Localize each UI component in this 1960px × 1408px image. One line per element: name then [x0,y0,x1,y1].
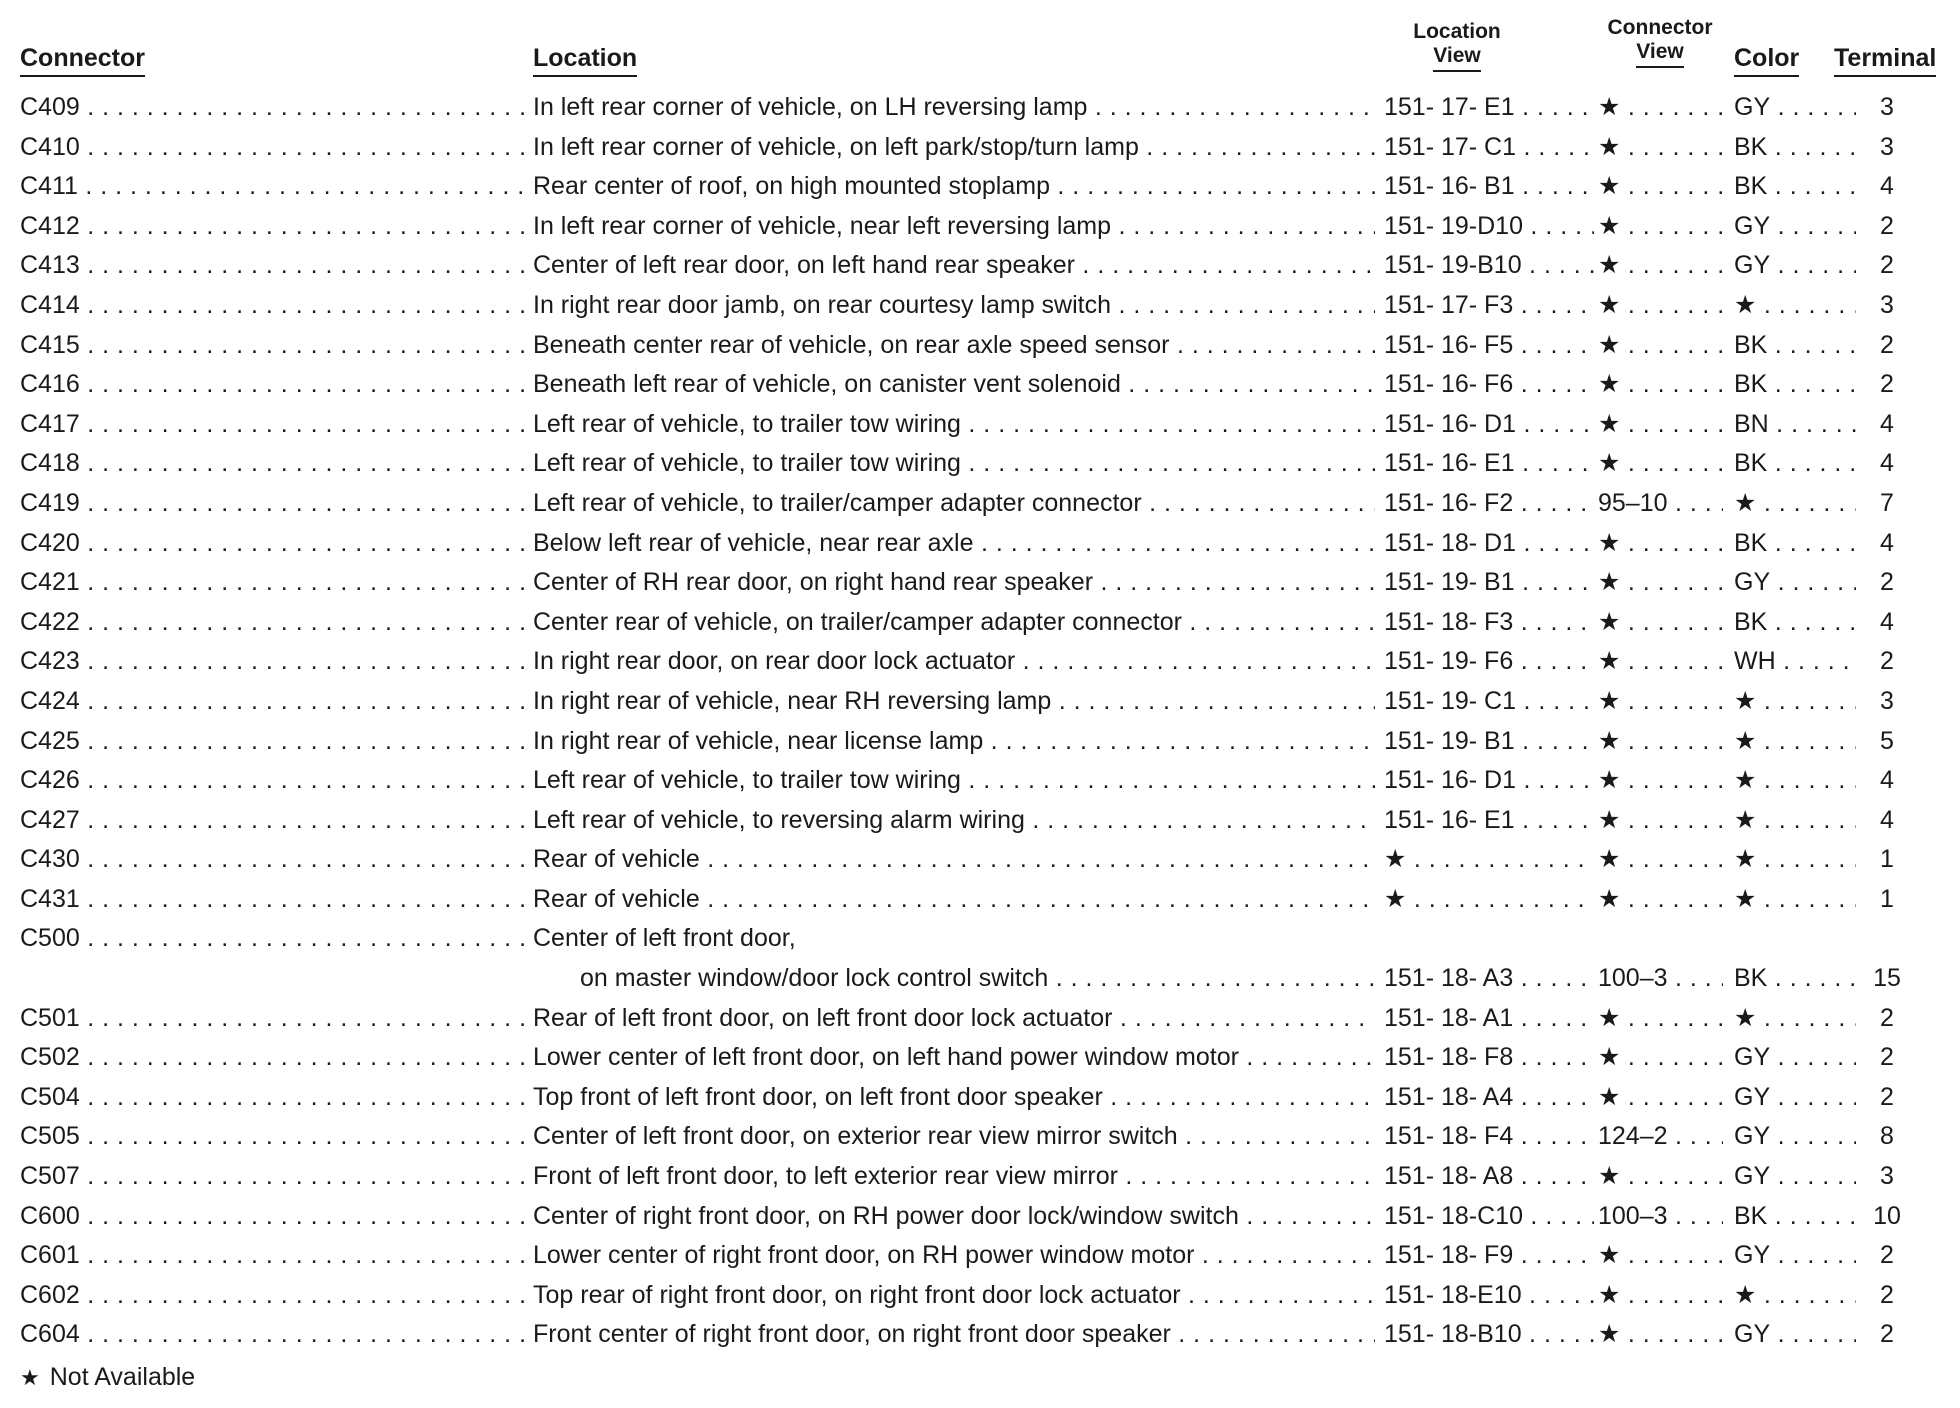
wire-color: GY . . . [1734,1315,1856,1355]
connector-view: ★ . . . [1598,167,1723,207]
location-text: In left rear corner of vehicle, on LH reversing lamp . . . [533,88,1375,128]
connector-view: ★ . . . [1598,999,1723,1039]
location-text: In right rear of vehicle, near RH reversing lamp . . . [533,682,1375,722]
terminal-count: 2 [1880,370,1894,399]
table-row [0,563,1960,603]
terminal-count: 2 [1880,1241,1894,1270]
connector-view: ★ . . . [1598,801,1723,841]
header-location-view: Location View [1392,20,1522,72]
location-view: 151- 19-B10 . . . [1384,246,1594,286]
wire-color: ★ . . . [1734,286,1856,326]
connector-id: C420 . . . [20,524,525,564]
location-view: 151- 18- D1 . . . [1384,524,1594,564]
location-view: 151- 16- F6 . . . [1384,365,1594,405]
location-view: 151- 16- E1 . . . [1384,444,1594,484]
table-row [0,88,1960,128]
footnote-text: Not Available [49,1363,196,1391]
connector-id: C409 . . . [20,88,525,128]
wire-color: ★ . . . [1734,682,1856,722]
wire-color: BK . . . [1734,524,1856,564]
location-text: Beneath center rear of vehicle, on rear axle speed sensor . . . [533,326,1375,366]
connector-id: C500 . . . [20,919,525,959]
connector-id: C410 . . . [20,128,525,168]
table-row [0,603,1960,643]
connector-id: C507 . . . [20,1157,525,1197]
header-connector-view: Connector View [1590,16,1730,68]
location-text: Left rear of vehicle, to trailer tow wiring . . . [533,444,1375,484]
table-row [0,1038,1960,1078]
connector-view: ★ . . . [1598,286,1723,326]
location-view: 151- 19-D10 . . . [1384,207,1594,247]
table-row [0,1078,1960,1118]
location-text: Left rear of vehicle, to trailer/camper adapter connector . . . [533,484,1375,524]
location-text: Center of left front door, on exterior rear view mirror switch . . . [533,1117,1375,1157]
location-text: Rear center of roof, on high mounted stoplamp . . . [533,167,1375,207]
location-text: In right rear door, on rear door lock actuator . . . [533,642,1375,682]
location-text: Center rear of vehicle, on trailer/camper adapter connector . . . [533,603,1375,643]
connector-view: ★ . . . [1598,326,1723,366]
connector-view: ★ . . . [1598,207,1723,247]
location-text: Left rear of vehicle, to trailer tow wiring . . . [533,405,1375,445]
table-row [0,128,1960,168]
location-view: 151- 19- C1 . . . [1384,682,1594,722]
terminal-count: 3 [1880,1162,1894,1191]
table-row [0,761,1960,801]
terminal-count: 2 [1880,1003,1894,1032]
location-view: 151- 19- F6 . . . [1384,642,1594,682]
connector-id: C421 . . . [20,563,525,603]
connector-view: ★ . . . [1598,88,1723,128]
terminal-count: 8 [1880,1122,1894,1151]
wire-color: ★ . . . [1734,484,1856,524]
location-text: Center of right front door, on RH power door lock/window switch . . . [533,1197,1375,1237]
location-text: In left rear corner of vehicle, near left reversing lamp . . . [533,207,1375,247]
terminal-count: 2 [1880,330,1894,359]
connector-id: C604 . . . [20,1315,525,1355]
wire-color: GY . . . [1734,1078,1856,1118]
connector-id: C504 . . . [20,1078,525,1118]
terminal-count: 4 [1880,528,1894,557]
terminal-count: 2 [1880,1043,1894,1072]
location-view: 151- 16- E1 . . . [1384,801,1594,841]
table-row [0,246,1960,286]
location-text: Beneath left rear of vehicle, on canister vent solenoid . . . [533,365,1375,405]
wire-color: BK . . . [1734,326,1856,366]
wire-color: GY . . . [1734,207,1856,247]
terminal-count: 3 [1880,93,1894,121]
connector-id: C505 . . . [20,1117,525,1157]
table-row [0,1197,1960,1237]
wire-color: ★ . . . [1734,761,1856,801]
location-text: Rear of left front door, on left front door lock actuator . . . [533,999,1375,1039]
terminal-count: 15 [1873,964,1901,993]
table-row [0,1315,1960,1355]
connector-id: C418 . . . [20,444,525,484]
table-row [0,326,1960,366]
location-view: 151- 18-E10 . . . [1384,1276,1594,1316]
location-text: In right rear of vehicle, near license lamp . . . [533,722,1375,762]
connector-view: 100–3 . . . [1598,959,1723,999]
connector-id: C417 . . . [20,405,525,445]
connector-view: ★ . . . [1598,365,1723,405]
table-row [0,524,1960,564]
location-text: Left rear of vehicle, to trailer tow wiring . . . [533,761,1375,801]
location-text: Front of left front door, to left exterior rear view mirror . . . [533,1157,1375,1197]
terminal-count: 4 [1880,607,1894,636]
location-view: 151- 16- F2 . . . [1384,484,1594,524]
terminal-count: 2 [1880,251,1894,280]
location-view: 151- 18- F3 . . . [1384,603,1594,643]
table-row [0,840,1960,880]
wire-color: BN . . . [1734,405,1856,445]
connector-id: C425 . . . [20,722,525,762]
terminal-count: 4 [1880,766,1894,795]
connector-id: C415 . . . [20,326,525,366]
location-text: In left rear corner of vehicle, on left park/stop/turn lamp . . . [533,128,1375,168]
wire-color: BK . . . [1734,959,1856,999]
header-color: Color [1734,44,1799,77]
wire-color: GY . . . [1734,1117,1856,1157]
terminal-count: 3 [1880,132,1894,161]
connector-view: ★ . . . [1598,1276,1723,1316]
header-location: Location [533,44,637,77]
table-row [0,959,1960,999]
footnote [20,1362,195,1393]
location-view: 151- 18- F8 . . . [1384,1038,1594,1078]
table-row [0,286,1960,326]
table-row [0,801,1960,841]
connector-view: ★ . . . [1598,682,1723,722]
terminal-count: 2 [1880,647,1894,676]
table-row [0,1236,1960,1276]
location-text: Top front of left front door, on left front door speaker . . . [533,1078,1375,1118]
terminal-count: 2 [1880,1320,1894,1349]
connector-id: C422 . . . [20,603,525,643]
location-view: 151- 16- B1 . . . [1384,167,1594,207]
location-view: ★ . . . [1384,880,1594,920]
location-view: 151- 18- F4 . . . [1384,1117,1594,1157]
table-row [0,642,1960,682]
table-row [0,484,1960,524]
wire-color: WH . . . [1734,642,1856,682]
location-view: 151- 18- A3 . . . [1384,959,1594,999]
location-text: Center of left rear door, on left hand rear speaker . . . [533,246,1375,286]
connector-view: ★ . . . [1598,1236,1723,1276]
connector-view: ★ . . . [1598,840,1723,880]
terminal-count: 1 [1880,884,1894,913]
table-row [0,1117,1960,1157]
location-text: Center of left front door, [533,924,796,953]
location-text: Rear of vehicle . . . [533,840,1375,880]
connector-id: C411 . . . [20,167,525,207]
terminal-count: 4 [1880,409,1894,438]
connector-id: C414 . . . [20,286,525,326]
terminal-count: 5 [1880,726,1894,755]
location-view: 151- 19- B1 . . . [1384,722,1594,762]
table-row [0,167,1960,207]
location-view: 151- 18-C10 . . . [1384,1197,1594,1237]
terminal-count: 2 [1880,568,1894,597]
wire-color: GY . . . [1734,1157,1856,1197]
connector-id: C413 . . . [20,246,525,286]
header-terminal: Terminal [1834,44,1936,77]
wire-color: ★ . . . [1734,1276,1856,1316]
terminal-count: 3 [1880,686,1894,715]
wire-color: BK . . . [1734,167,1856,207]
table-row [0,880,1960,920]
location-text: Rear of vehicle . . . [533,880,1375,920]
connector-id: C424 . . . [20,682,525,722]
connector-view: ★ . . . [1598,1038,1723,1078]
connector-view: ★ . . . [1598,880,1723,920]
connector-view: ★ . . . [1598,642,1723,682]
terminal-count: 2 [1880,211,1894,240]
table-row [0,682,1960,722]
connector-view: 95–10 . . . [1598,484,1723,524]
wire-color: GY . . . [1734,1236,1856,1276]
connector-view: 100–3 . . . [1598,1197,1723,1237]
connector-view: ★ . . . [1598,128,1723,168]
connector-view: ★ . . . [1598,444,1723,484]
location-view: 151- 16- D1 . . . [1384,405,1594,445]
connector-view: ★ . . . [1598,563,1723,603]
table-row [0,365,1960,405]
connector-view: ★ . . . [1598,1157,1723,1197]
terminal-count: 7 [1880,488,1894,517]
star-icon: ★ [20,1365,40,1390]
terminal-count: 4 [1880,805,1894,834]
wire-color: BK . . . [1734,128,1856,168]
wire-color: BK . . . [1734,444,1856,484]
location-text: Left rear of vehicle, to reversing alarm wiring . . . [533,801,1375,841]
connector-id: C501 . . . [20,999,525,1039]
connector-id: C423 . . . [20,642,525,682]
terminal-count: 10 [1873,1201,1901,1230]
connector-view: ★ . . . [1598,722,1723,762]
connector-view: ★ . . . [1598,761,1723,801]
connector-id: C600 . . . [20,1197,525,1237]
wire-color: BK . . . [1734,365,1856,405]
location-view: 151- 18- A1 . . . [1384,999,1594,1039]
location-view: ★ . . . [1384,840,1594,880]
location-view: 151- 17- F3 . . . [1384,286,1594,326]
wire-color: ★ . . . [1734,840,1856,880]
terminal-count: 3 [1880,290,1894,319]
connector-id: C426 . . . [20,761,525,801]
location-view: 151- 19- B1 . . . [1384,563,1594,603]
wire-color: GY . . . [1734,88,1856,128]
location-text: Lower center of right front door, on RH power window motor . . . [533,1236,1375,1276]
connector-id: C419 . . . [20,484,525,524]
connector-view: 124–2 . . . [1598,1117,1723,1157]
header-connector: Connector [20,44,145,77]
connector-id: C601 . . . [20,1236,525,1276]
connector-view: ★ . . . [1598,1078,1723,1118]
connector-view: ★ . . . [1598,1315,1723,1355]
table-row [0,1157,1960,1197]
connector-id: C427 . . . [20,801,525,841]
connector-id: C602 . . . [20,1276,525,1316]
terminal-count: 4 [1880,172,1894,201]
location-text: Below left rear of vehicle, near rear axle . . . [533,524,1375,564]
table-row [0,919,1960,959]
terminal-count: 2 [1880,1280,1894,1309]
location-text: Center of RH rear door, on right hand rear speaker . . . [533,563,1375,603]
location-text: on master window/door lock control switch . . . [580,959,1375,999]
wire-color: ★ . . . [1734,880,1856,920]
wire-color: ★ . . . [1734,801,1856,841]
wire-color: GY . . . [1734,246,1856,286]
terminal-count: 4 [1880,449,1894,478]
table-row [0,1276,1960,1316]
location-view: 151- 16- F5 . . . [1384,326,1594,366]
connector-view: ★ . . . [1598,246,1723,286]
table-row [0,207,1960,247]
table-row [0,405,1960,445]
wire-color: GY . . . [1734,1038,1856,1078]
wire-color: GY . . . [1734,563,1856,603]
location-view: 151- 18- F9 . . . [1384,1236,1594,1276]
wire-color: ★ . . . [1734,999,1856,1039]
terminal-count: 1 [1880,845,1894,874]
location-view: 151- 18-B10 . . . [1384,1315,1594,1355]
connector-id: C412 . . . [20,207,525,247]
connector-view: ★ . . . [1598,524,1723,564]
location-text: Lower center of left front door, on left hand power window motor . . . [533,1038,1375,1078]
table-row [0,722,1960,762]
connector-view: ★ . . . [1598,603,1723,643]
connector-id: C416 . . . [20,365,525,405]
connector-rows [0,88,1960,1355]
location-text: Top rear of right front door, on right front door lock actuator . . . [533,1276,1375,1316]
table-row [0,999,1960,1039]
location-view: 151- 18- A8 . . . [1384,1157,1594,1197]
connector-view: ★ . . . [1598,405,1723,445]
wire-color: BK . . . [1734,603,1856,643]
table-row [0,444,1960,484]
location-view: 151- 17- E1 . . . [1384,88,1594,128]
location-view: 151- 17- C1 . . . [1384,128,1594,168]
connector-id: C430 . . . [20,840,525,880]
wire-color: ★ . . . [1734,722,1856,762]
location-text: Front center of right front door, on right front door speaker . . . [533,1315,1375,1355]
location-view: 151- 18- A4 . . . [1384,1078,1594,1118]
wire-color: BK . . . [1734,1197,1856,1237]
connector-id: C502 . . . [20,1038,525,1078]
location-text: In right rear door jamb, on rear courtesy lamp switch . . . [533,286,1375,326]
connector-id: C431 . . . [20,880,525,920]
location-view: 151- 16- D1 . . . [1384,761,1594,801]
terminal-count: 2 [1880,1082,1894,1111]
